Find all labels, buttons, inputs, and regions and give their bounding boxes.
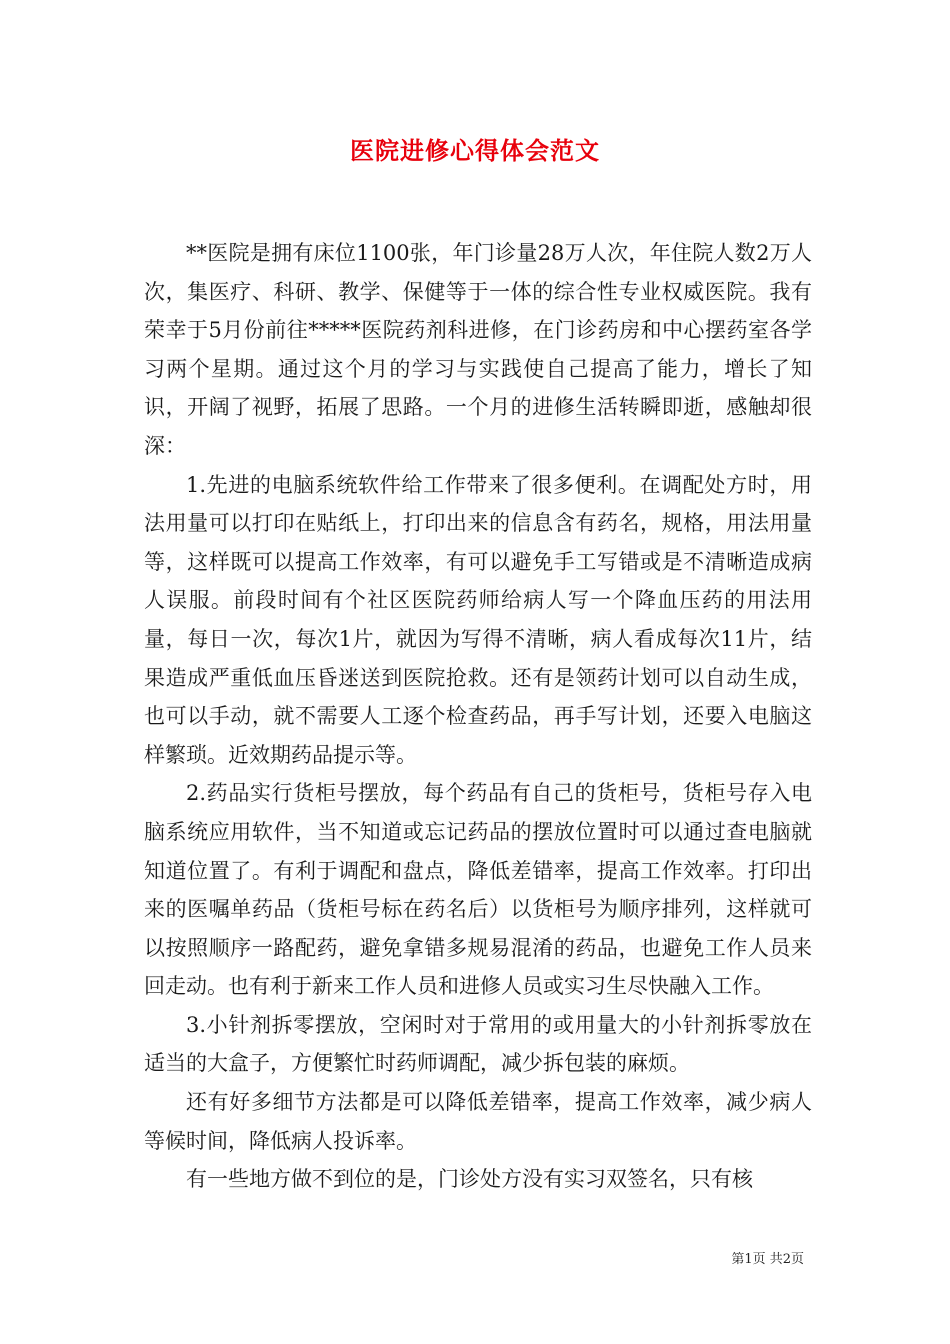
paragraph-intro: **医院是拥有床位1100张，年门诊量28万人次，年住院人数2万人次，集医疗、科研、教学、保健等于一体的综合性专业权威医院。我有荣幸于5月份前往*****医院药剂科进修，在门诊药房和中心摆药室各学习两个星期。通过这个月的学习与实践使自己提高了能力，增长了知识，开阔了视野，拓展了思路。一个月的进修生活转瞬即逝，感触却很深： (144, 241, 812, 458)
paragraph-point-3: 3.小针剂拆零摆放，空闲时对于常用的或用量大的小针剂拆零放在适当的大盒子，方便繁忙时药师调配，减少拆包装的麻烦。 (144, 1012, 812, 1076)
page-title: 医院进修心得体会范文 (350, 136, 600, 165)
paragraph-shortcomings: 有一些地方做不到位的是，门诊处方没有实习双签名，只有核 (186, 1167, 753, 1192)
paragraph-summary: 还有好多细节方法都是可以降低差错率，提高工作效率，减少病人等候时间，降低病人投诉率。 (144, 1090, 812, 1153)
document-body (144, 234, 812, 1199)
page-footer: 第1页 共2页 (731, 1252, 804, 1267)
paragraph-point-1: 1.先进的电脑系统软件给工作带来了很多便利。在调配处方时，用法用量可以打印在贴纸上，打印出来的信息含有药名，规格，用法用量等，这样既可以提高工作效率，有可以避免手工写错或是不清晰造成病人误服。前段时间有个社区医院药师给病人写一个降血压药的用法用量，每日一次，每次1片，就因为写得不清晰，病人看成每次11片，结果造成严重低血压昏迷送到医院抢救。还有是领药计划可以自动生成，也可以手动，就不需要人工逐个检查药品，再手写计划，还要入电脑这样繁琐。近效期药品提示等。 (144, 472, 812, 767)
paragraph-point-2: 2.药品实行货柜号摆放，每个药品有自己的货柜号，货柜号存入电脑系统应用软件，当不知道或忘记药品的摆放位置时可以通过查电脑就知道位置了。有利于调配和盘点，降低差错率，提高工作效率。打印出来的医嘱单药品（货柜号标在药名后）以货柜号为顺序排列，这样就可以按照顺序一路配药，避免拿错多规易混淆的药品，也避免工作人员来回走动。也有利于新来工作人员和进修人员或实习生尽快融入工作。 (144, 781, 812, 999)
